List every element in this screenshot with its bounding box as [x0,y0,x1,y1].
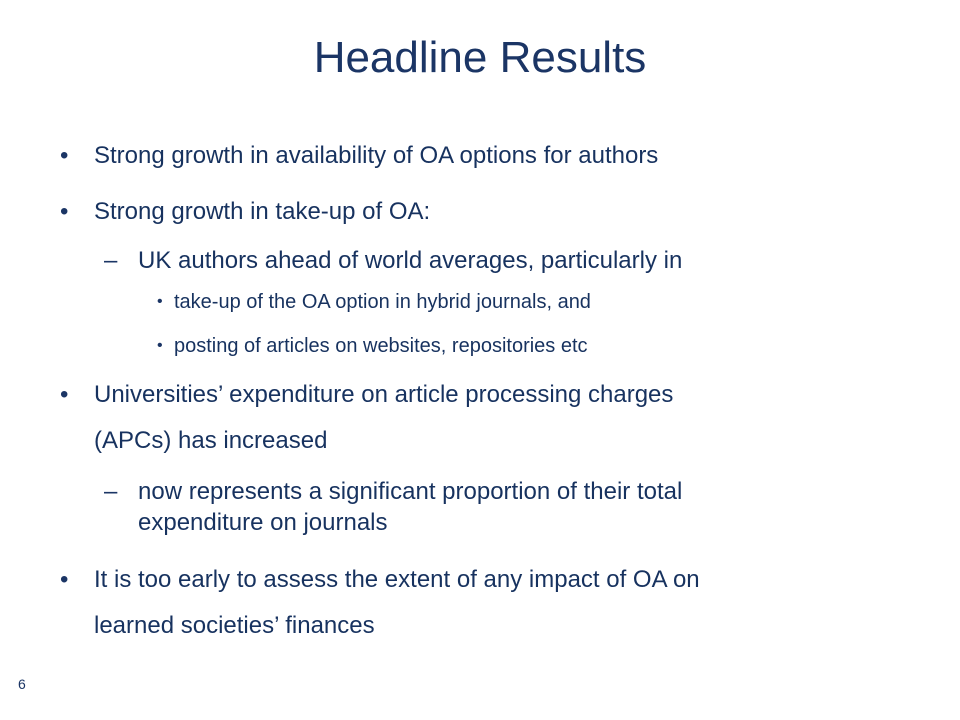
dash-marker: – [104,247,118,274]
sub-sub-item-text: posting of articles on websites, repositories etc [174,335,588,357]
bullet-text: Strong growth in take-up of OA: [94,198,431,225]
bullet-marker: • [157,293,163,310]
bullet-marker: • [60,566,69,593]
bullet-text-line-1: It is too early to assess the extent of any impact of OA on [94,566,700,593]
bullet-text: Strong growth in availability of OA options for authors [94,142,659,169]
sub-item-text-line-1: now represents a significant proportion of their total [138,478,683,505]
bullet-text-line-1: Universities’ expenditure on article processing charges [94,381,674,408]
bullet-marker: • [157,337,163,354]
bullet-marker: • [60,381,69,408]
bullet-marker: • [60,142,69,169]
bullet-marker: • [60,198,69,225]
sub-item-text: UK authors ahead of world averages, particularly in [138,247,683,274]
sub-item-text-line-2: expenditure on journals [138,509,388,536]
bullet-text-line-2: learned societies’ finances [94,612,375,639]
bullet-text-line-2: (APCs) has increased [94,427,328,454]
slide-title: Headline Results [313,33,647,82]
page-number: 6 [18,676,26,692]
dash-marker: – [104,478,118,505]
sub-sub-item-text: take-up of the OA option in hybrid journals, and [174,291,591,313]
